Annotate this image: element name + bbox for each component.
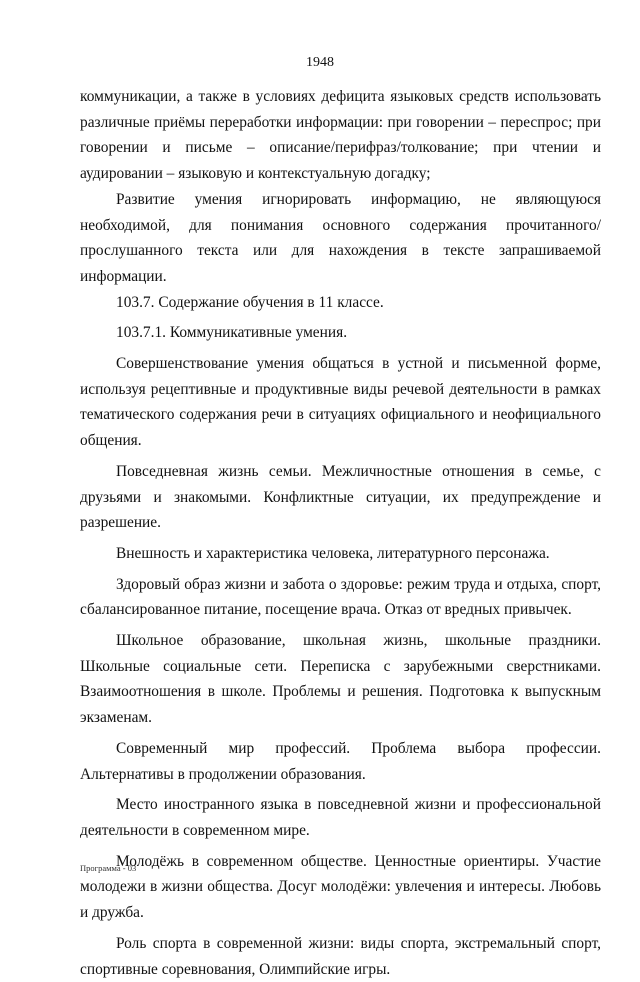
paragraph: Внешность и характеристика человека, литературного персонажа. [116, 544, 550, 562]
page-footer: Программа - 03 [80, 863, 137, 873]
paragraph: Роль спорта в современной жизни: виды спорта, экстремальный спорт, спортивные соревнования, Олимпийские игры. [80, 934, 601, 978]
paragraph: Совершенствование умения общаться в устной и письменной форме, используя рецептивные и продуктивные виды речевой деятельности в рамках тематического содержания речи в ситуациях официального и неофициального общения. [80, 355, 601, 450]
paragraph: Здоровый образ жизни и забота о здоровье: режим труда и отдыха, спорт, сбалансированное питание, посещение врача. Отказ от вредных привычек. [80, 575, 601, 619]
section-heading-103-7: 103.7. Содержание обучения в 11 классе. [116, 293, 384, 311]
paragraph: Школьное образование, школьная жизнь, школьные праздники. Школьные социальные сети. Переписка с зарубежными сверстниками. Взаимоотношения в школе. Проблемы и решения. Подготовка к выпускным экзаменам. [80, 632, 601, 727]
paragraph: Современный мир профессий. Проблема выбора профессии. Альтернативы в продолжении образования. [80, 739, 601, 783]
document-body [80, 84, 601, 982]
paragraph: Место иностранного языка в повседневной жизни и профессиональной деятельности в современном мире. [80, 796, 601, 839]
paragraph: Повседневная жизнь семьи. Межличностные отношения в семье, с друзьями и знакомыми. Конфликтные ситуации, их предупреждение и разрешение. [80, 462, 601, 532]
section-heading-103-7-1: 103.7.1. Коммуникативные умения. [116, 324, 348, 342]
paragraph: Развитие умения игнорировать информацию, не являющуюся необходимой, для понимания основного содержания прочитанного/прослушанного текста или для нахождения в тексте запрашиваемой информации. [80, 190, 601, 285]
paragraph-continuation: коммуникации, а также в условиях дефицита языковых средств использовать различные приёмы переработки информации: при говорении – переспрос; при говорении и письме – описание/перифраз/толкование; при чтении и аудировании – языковую и контекстуальную догадку; [80, 88, 601, 183]
paragraph: Молодёжь в современном обществе. Ценностные ориентиры. Участие молодежи в жизни общества. Досуг молодёжи: увлечения и интересы. Любовь и дружба. [80, 852, 601, 922]
page-number: 1948 [306, 55, 334, 70]
